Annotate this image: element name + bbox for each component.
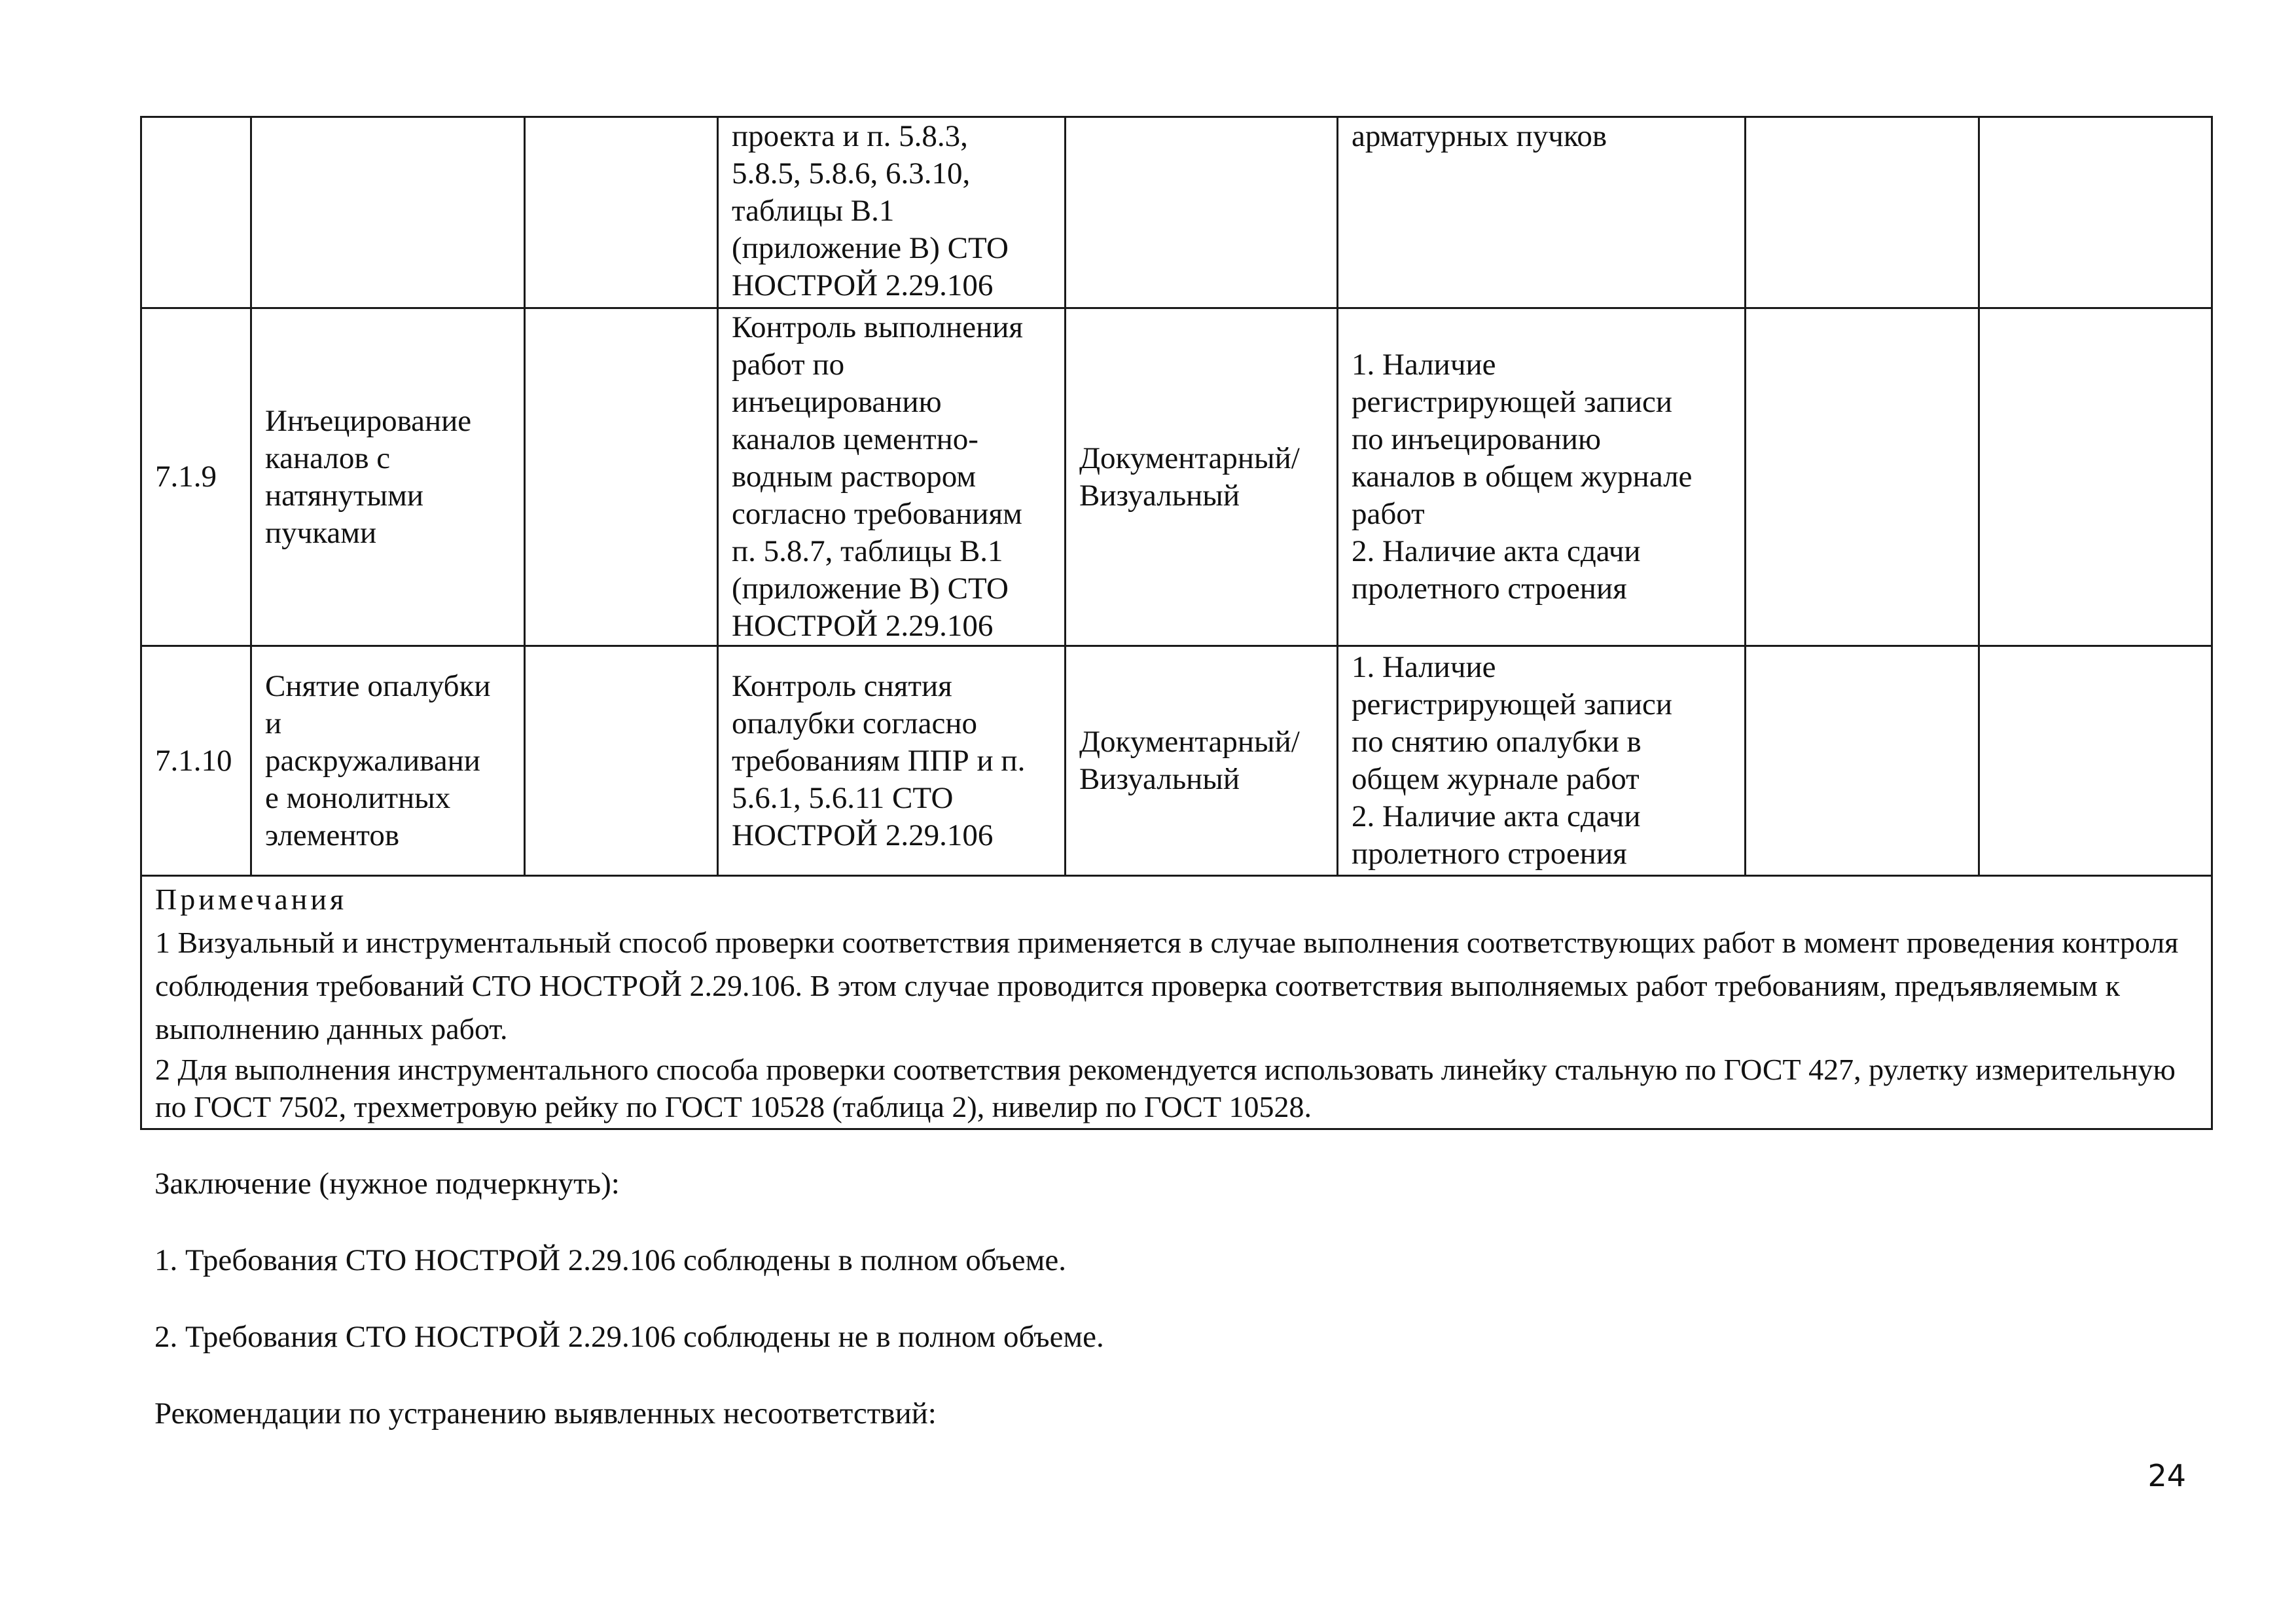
work-name-text: Инъецирование каналов с натянутыми пучками <box>265 403 472 550</box>
requirement-cell <box>718 646 1066 876</box>
evidence-text: 1. Наличие регистрирующей записи по инъецированию каналов в общем журнале работ 2. Наличие акта сдачи пролетного строения <box>1352 348 1693 606</box>
page-number: 24 <box>2147 1458 2186 1493</box>
conclusion-option-2: 2. Требования СТО НОСТРОЙ 2.29.106 соблюдены не в полном объеме. <box>154 1320 1104 1354</box>
evidence-text: арматурных пучков <box>1352 119 1607 153</box>
empty-cell <box>525 308 718 646</box>
empty-cell <box>1746 117 1979 308</box>
table-row <box>141 308 2212 646</box>
requirement-text: Контроль выполнения работ по инъецированию каналов цементно- водным раствором согласно требованиям п. 5.8.7, таблицы В.1 (приложение В) СТО НОСТРОЙ 2.29.106 <box>732 310 1023 643</box>
empty-cell <box>1746 308 1979 646</box>
work-name-cell <box>251 308 525 646</box>
notes-cell <box>141 876 2212 1129</box>
item-number-cell: 7.1.10 <box>141 646 251 876</box>
method-cell <box>1066 646 1338 876</box>
item-number-cell <box>141 117 251 308</box>
method-cell <box>1066 117 1338 308</box>
empty-cell <box>1979 117 2212 308</box>
method-text: Документарный/ Визуальный <box>1079 725 1300 796</box>
table-row <box>141 117 2212 308</box>
method-text: Документарный/ Визуальный <box>1079 441 1300 513</box>
inspection-table <box>140 116 2213 1130</box>
note-2: 2 Для выполнения инструментального способа проверки соответствия рекомендуется использовать линейку стальную по ГОСТ 427, рулетку измерительную по ГОСТ 7502, трехметровую рейку по ГОСТ 10528 (таблица 2), нивелир по ГОСТ 10528. <box>155 1053 2176 1123</box>
requirement-text: проекта и п. 5.8.3, 5.8.5, 5.8.6, 6.3.10, таблицы В.1 (приложение В) СТО НОСТРОЙ 2.29.106 <box>732 119 1009 302</box>
empty-cell <box>1979 646 2212 876</box>
work-name-cell <box>251 117 525 308</box>
notes-heading: Примечания <box>155 883 348 916</box>
item-number-cell: 7.1.9 <box>141 308 251 646</box>
conclusion-option-1: 1. Требования СТО НОСТРОЙ 2.29.106 соблюдены в полном объеме. <box>154 1243 1067 1277</box>
requirement-cell <box>718 308 1066 646</box>
note-1: 1 Визуальный и инструментальный способ проверки соответствия применяется в случае выполнения соответствующих работ в момент проведения контроля соблюдения требований СТО НОСТРОЙ 2.29.106. В этом случае проводится проверка соответствия выполняемых работ требованиям, предъявляемым к выполнению данных работ. <box>155 926 2179 1046</box>
conclusion-heading: Заключение (нужное подчеркнуть): <box>154 1167 620 1201</box>
recommendations-heading: Рекомендации по устранению выявленных несоответствий: <box>154 1396 937 1431</box>
table-row <box>141 646 2212 876</box>
empty-cell <box>1746 646 1979 876</box>
evidence-cell <box>1338 308 1746 646</box>
empty-cell <box>525 646 718 876</box>
requirement-cell <box>718 117 1066 308</box>
notes-row <box>141 876 2212 1129</box>
method-cell <box>1066 308 1338 646</box>
evidence-cell <box>1338 117 1746 308</box>
evidence-cell <box>1338 646 1746 876</box>
work-name-cell <box>251 646 525 876</box>
empty-cell <box>525 117 718 308</box>
empty-cell <box>1979 308 2212 646</box>
requirement-text: Контроль снятия опалубки согласно требованиям ППР и п. 5.6.1, 5.6.11 СТО НОСТРОЙ 2.29.106 <box>732 668 1026 852</box>
evidence-text: 1. Наличие регистрирующей записи по снятию опалубки в общем журнале работ 2. Наличие акта сдачи пролетного строения <box>1352 650 1672 871</box>
work-name-text: Снятие опалубки и раскружаливани е монолитных элементов <box>265 668 491 852</box>
